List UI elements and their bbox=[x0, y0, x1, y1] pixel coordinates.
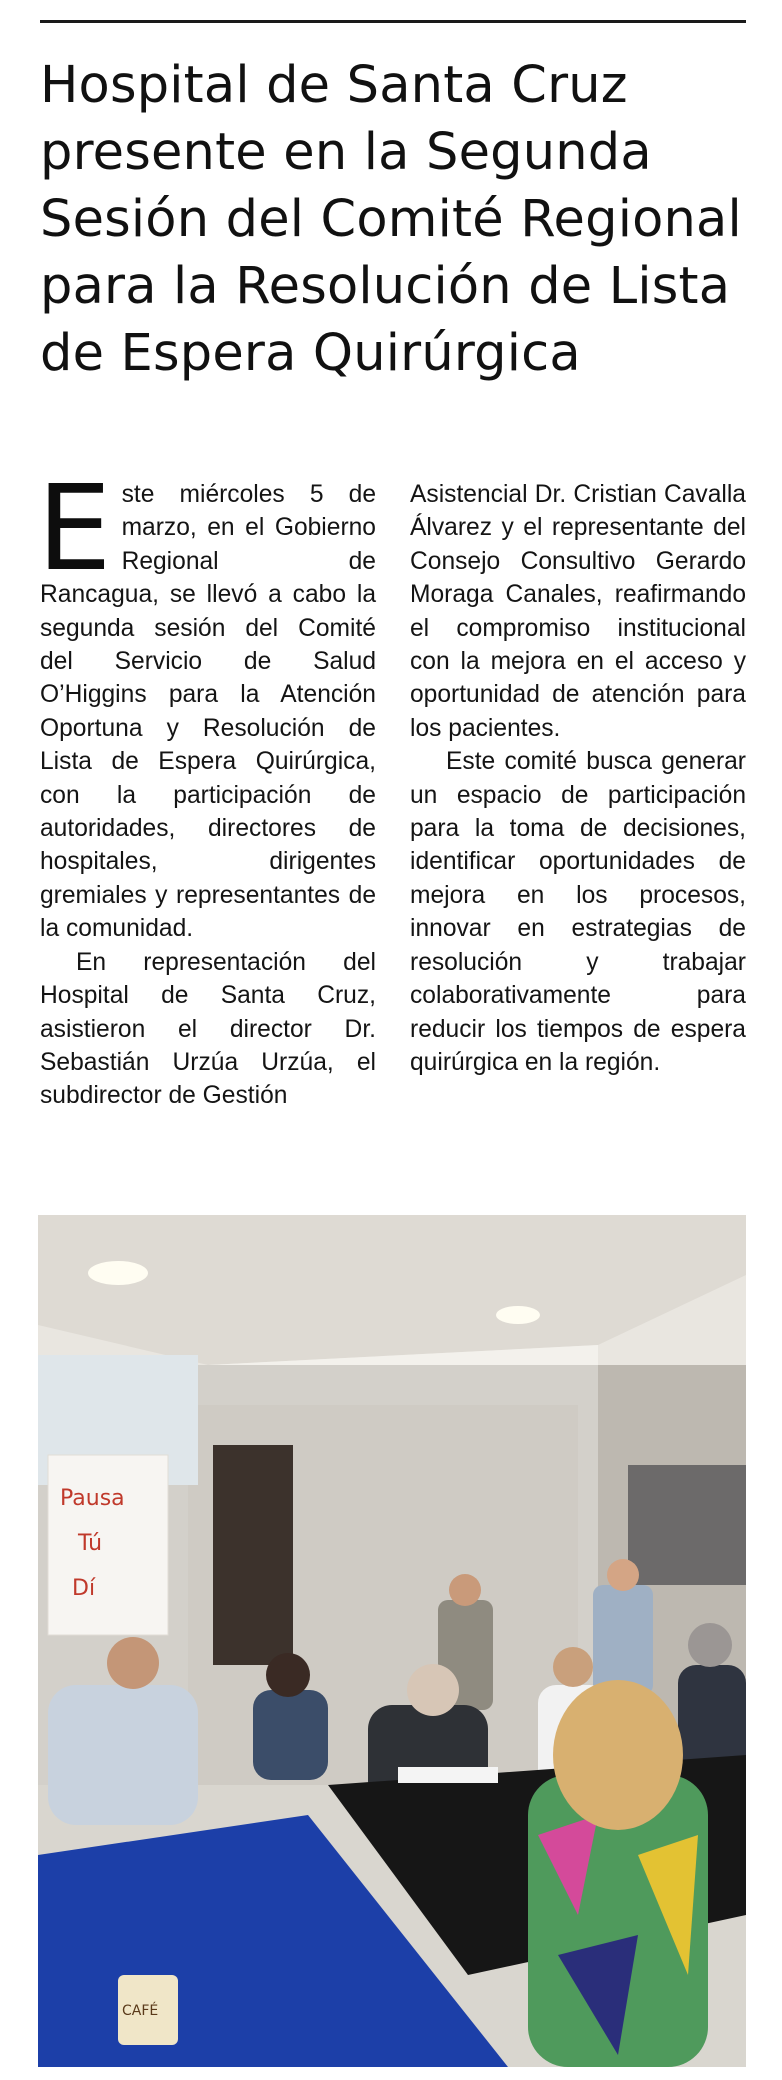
sign-board bbox=[48, 1455, 168, 1635]
paragraph-continued: Asistencial Dr. Cristian Cavalla Álvarez y el representante del Consejo Consultivo Gerardo Moraga Canales, reafirmando el compromiso institucional con la mejora en el acceso y oportunidad de atención para los pacientes. bbox=[410, 481, 746, 742]
paragraph-representation: En representación del Hospital de Santa Cruz, asistieron el director Dr. Sebastián Urzúa Urzúa, el subdirector de Gestión bbox=[40, 948, 376, 1110]
ceiling-light bbox=[88, 1261, 148, 1285]
meeting-photo-illustration bbox=[38, 1215, 746, 2067]
sign-line-1: Pausa bbox=[60, 1486, 125, 1511]
column-right bbox=[410, 478, 746, 1113]
seated-man-left-head bbox=[107, 1637, 159, 1689]
meeting-photo bbox=[38, 1215, 746, 2067]
papers bbox=[398, 1767, 498, 1783]
drop-cap: E bbox=[37, 459, 112, 597]
column-left bbox=[37, 459, 376, 1113]
sign-line-3: Dí bbox=[72, 1576, 96, 1601]
seated-woman-right-head bbox=[553, 1647, 593, 1687]
seated-woman-head bbox=[266, 1653, 310, 1697]
seated-man-left bbox=[48, 1685, 198, 1825]
standing-person-head bbox=[449, 1574, 481, 1606]
sign-line-2: Tú bbox=[78, 1531, 103, 1556]
seated-elder-head bbox=[407, 1664, 459, 1716]
intro-text: ste miércoles 5 de marzo, en el Gobierno Regional de Rancagua, se llevó a cabo la segunda sesión del Comité del Servicio de Salud O’Higgins para la Atención Oportuna y Resolución de Lista de Espera Quirúrgica, con la participación de autoridades, directores de hospitales, dirigentes gremiales y representantes de la comunidad. bbox=[40, 481, 376, 943]
standing-person-head bbox=[607, 1559, 639, 1591]
standing-person bbox=[593, 1585, 653, 1695]
seated-woman bbox=[253, 1690, 328, 1780]
article-headline: Hospital de Santa Cruz presente en la Segunda Sesión del Comité Regional para la Resolución de Lista de Espera Quirúrgica bbox=[40, 56, 742, 383]
paragraph-committee-goal: Este comité busca generar un espacio de participación para la toma de decisiones, identificar oportunidades de mejora en los procesos, innovar en estrategias de resolución y trabajar colaborativamente para reducir los tiempos de espera quirúrgica en la región. bbox=[410, 748, 746, 1076]
article-body bbox=[37, 459, 746, 1113]
paragraph-intro bbox=[37, 459, 376, 946]
top-rule bbox=[40, 20, 746, 23]
blonde-hair bbox=[553, 1680, 683, 1830]
door bbox=[213, 1445, 293, 1665]
coffee-cup-text: CAFÉ bbox=[122, 2003, 159, 2019]
ceiling-light bbox=[496, 1306, 540, 1324]
seated-man-right-head bbox=[688, 1623, 732, 1667]
right-window bbox=[628, 1465, 746, 1585]
